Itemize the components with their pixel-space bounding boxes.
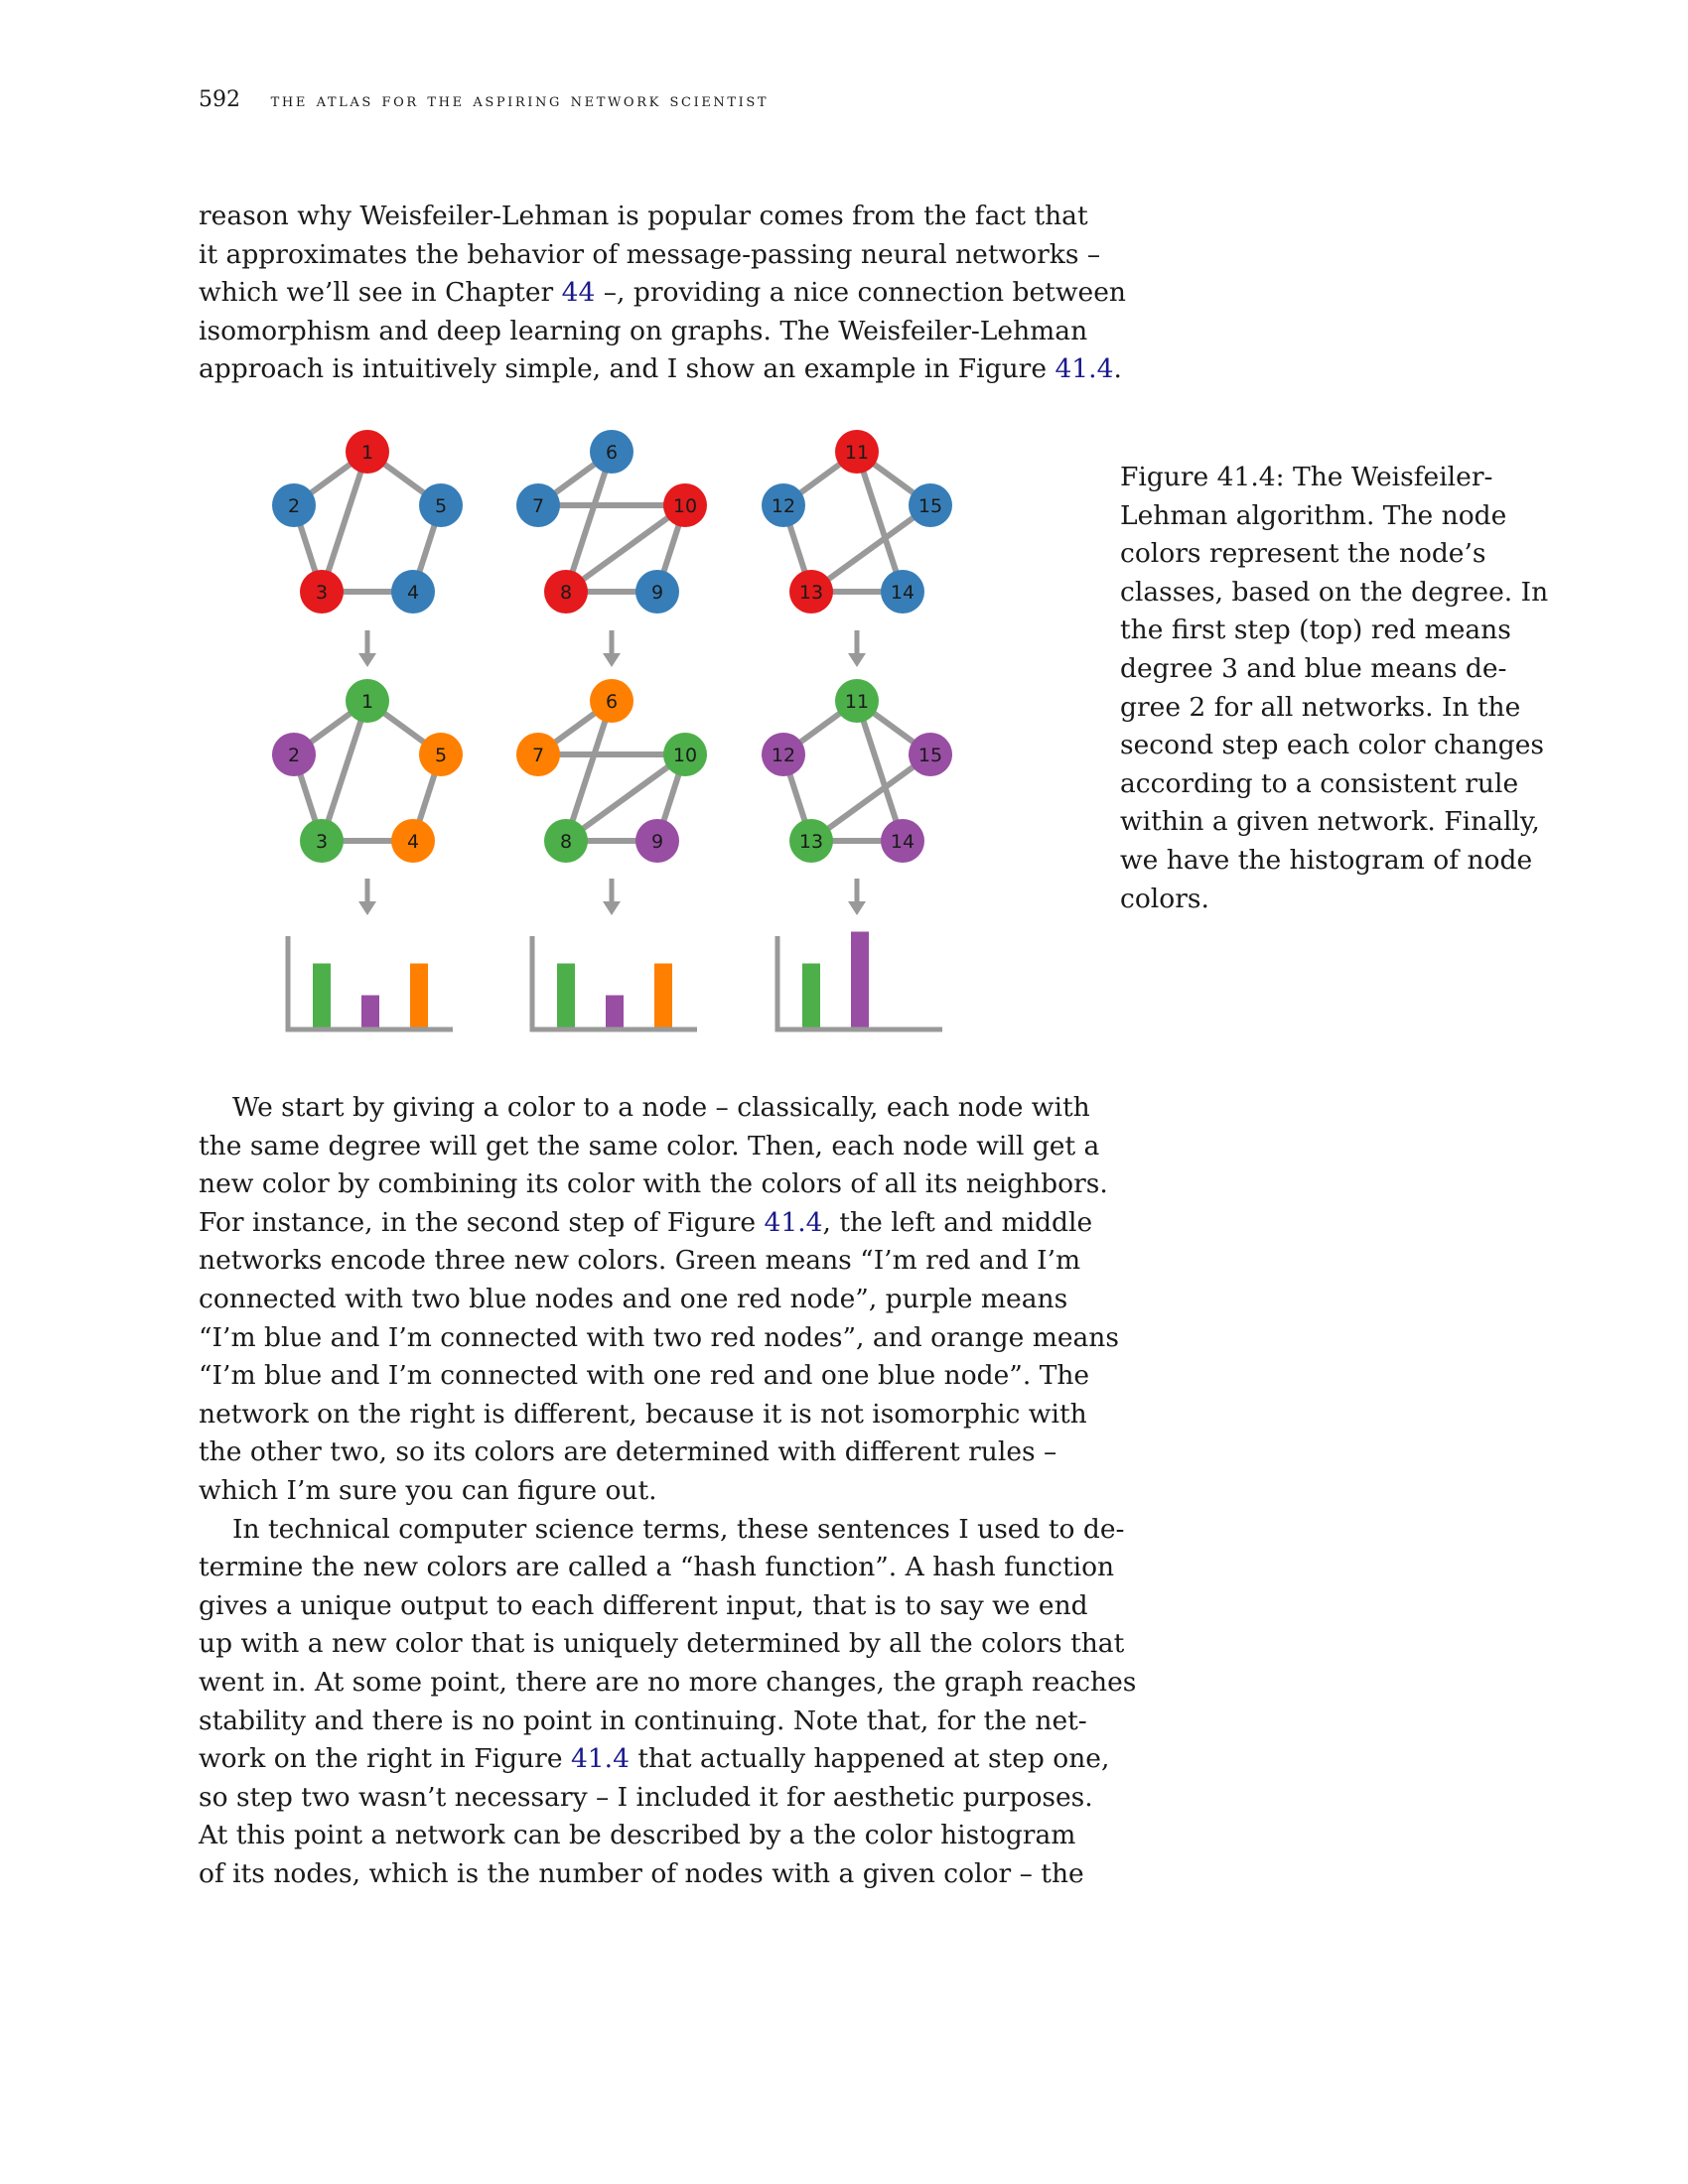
node-label: 9 xyxy=(650,831,664,853)
text-line: For instance, in the second step of Figure 41.4, the left and middle xyxy=(199,1206,1093,1238)
caption-line: Figure 41.4: The Weisfeiler- xyxy=(1120,462,1493,492)
caption-line: degree 3 and blue means de- xyxy=(1120,652,1507,684)
node-label: 7 xyxy=(531,495,545,517)
step-arrow-head xyxy=(358,901,376,915)
text-line: termine the new colors are called a “hash function”. A hash function xyxy=(199,1552,1115,1583)
node-label: 8 xyxy=(559,831,573,853)
histogram-bar xyxy=(606,996,624,1027)
node-label: 6 xyxy=(605,691,619,713)
histogram-bar xyxy=(410,964,428,1027)
chapter-link[interactable]: 44 xyxy=(561,277,596,309)
text-line: of its nodes, which is the number of nodes with a given color – the xyxy=(199,1857,1084,1889)
network-edge xyxy=(566,701,612,841)
page-number: 592 xyxy=(199,87,240,112)
node-label: 4 xyxy=(406,831,420,853)
node-label: 1 xyxy=(360,442,374,464)
step-arrow-head xyxy=(848,901,866,915)
running-header xyxy=(199,87,769,112)
node-label: 3 xyxy=(315,582,329,604)
text-line: the same degree will get the same color. Then, each node will get a xyxy=(199,1130,1100,1161)
text-line: network on the right is different, because it is not isomorphic with xyxy=(199,1398,1087,1430)
caption-line: Lehman algorithm. The node xyxy=(1120,499,1507,531)
node-label: 12 xyxy=(771,745,796,766)
node-label: 2 xyxy=(287,495,301,517)
text-line: stability and there is no point in continuing. Note that, for the net- xyxy=(199,1705,1087,1736)
text-line: networks encode three new colors. Green means “I’m red and I’m xyxy=(199,1245,1081,1277)
histogram-bar xyxy=(557,964,575,1027)
node-label: 14 xyxy=(890,831,915,853)
text-line: which we’ll see in Chapter 44 –, providing a nice connection between xyxy=(199,277,1126,309)
main-text xyxy=(199,1089,1137,1893)
node-label: 13 xyxy=(798,831,824,853)
caption-line: colors. xyxy=(1120,883,1209,914)
histogram-bar xyxy=(313,964,331,1027)
paragraph-2 xyxy=(199,1511,1137,1894)
node-label: 10 xyxy=(672,745,698,766)
node-label: 3 xyxy=(315,831,329,853)
text-line: work on the right in Figure 41.4 that actually happened at step one, xyxy=(199,1743,1110,1775)
text-line: reason why Weisfeiler-Lehman is popular comes from the fact that xyxy=(199,201,1088,231)
weisfeiler-lehman-figure xyxy=(268,427,973,1052)
caption-line: gree 2 for all networks. In the xyxy=(1120,691,1521,723)
text-line: new color by combining its color with the colors of all its neighbors. xyxy=(199,1168,1108,1200)
node-label: 1 xyxy=(360,691,374,713)
histogram-bar xyxy=(802,964,820,1027)
histogram-bar xyxy=(361,996,379,1027)
node-label: 15 xyxy=(917,745,943,766)
step-arrow-head xyxy=(603,901,621,915)
text-line: the other two, so its colors are determined with different rules – xyxy=(199,1436,1057,1468)
node-label: 6 xyxy=(605,442,619,464)
node-label: 4 xyxy=(406,582,420,604)
text-line: so step two wasn’t necessary – I included it for aesthetic purposes. xyxy=(199,1781,1093,1813)
node-label: 7 xyxy=(531,745,545,766)
text-line: which I’m sure you can figure out. xyxy=(199,1474,657,1506)
caption-line: second step each color changes xyxy=(1120,730,1545,761)
text-line: We start by giving a color to a node – classically, each node with xyxy=(232,1092,1090,1123)
figure-link[interactable]: 41.4 xyxy=(764,1206,823,1238)
caption-line: classes, based on the degree. In xyxy=(1120,576,1549,608)
caption-line: colors represent the node’s xyxy=(1120,538,1486,570)
network-edge xyxy=(857,452,903,592)
text-line: approach is intuitively simple, and I show an example in Figure 41.4. xyxy=(199,353,1122,385)
network-edge xyxy=(857,701,903,841)
text-line: “I’m blue and I’m connected with two red nodes”, and orange means xyxy=(199,1321,1119,1353)
caption-line: the first step (top) red means xyxy=(1120,614,1511,646)
node-label: 2 xyxy=(287,745,301,766)
step-arrow-head xyxy=(358,653,376,667)
paragraph-1 xyxy=(199,1089,1119,1511)
node-label: 10 xyxy=(672,495,698,517)
node-label: 11 xyxy=(844,442,870,464)
text-line: connected with two blue nodes and one red node”, purple means xyxy=(199,1283,1068,1314)
text-line: At this point a network can be described by a the color histogram xyxy=(199,1820,1076,1851)
text-line: gives a unique output to each different input, that is to say we end xyxy=(199,1589,1088,1621)
histogram-bar xyxy=(654,964,672,1027)
node-label: 15 xyxy=(917,495,943,517)
node-label: 8 xyxy=(559,582,573,604)
figure-link[interactable]: 41.4 xyxy=(1055,353,1114,385)
network-edge xyxy=(322,452,367,592)
network-edge xyxy=(322,701,367,841)
text-line: “I’m blue and I’m connected with one red and one blue node”. The xyxy=(199,1360,1090,1392)
book-title: the atlas for the aspiring network scientist xyxy=(270,89,770,111)
text-line: it approximates the behavior of message-passing neural networks – xyxy=(199,238,1101,270)
step-arrow-head xyxy=(603,653,621,667)
node-label: 14 xyxy=(890,582,915,604)
node-label: 11 xyxy=(844,691,870,713)
node-label: 5 xyxy=(434,495,448,517)
intro-paragraph xyxy=(199,198,1126,389)
node-label: 12 xyxy=(771,495,796,517)
histogram-bar xyxy=(851,932,869,1027)
text-line: went in. At some point, there are no more changes, the graph reaches xyxy=(199,1666,1137,1698)
node-label: 13 xyxy=(798,582,824,604)
step-arrow-head xyxy=(848,653,866,667)
figure-link[interactable]: 41.4 xyxy=(570,1743,630,1775)
caption-line: we have the histogram of node xyxy=(1120,844,1533,876)
node-label: 5 xyxy=(434,745,448,766)
caption-line: according to a consistent rule xyxy=(1120,767,1519,799)
caption-line: within a given network. Finally, xyxy=(1120,806,1540,838)
node-label: 9 xyxy=(650,582,664,604)
figure-caption xyxy=(1120,459,1549,918)
network-edge xyxy=(566,452,612,592)
text-line: isomorphism and deep learning on graphs. The Weisfeiler-Lehman xyxy=(199,315,1088,346)
text-line: In technical computer science terms, these sentences I used to de- xyxy=(232,1513,1125,1545)
text-line: up with a new color that is uniquely determined by all the colors that xyxy=(199,1628,1125,1660)
